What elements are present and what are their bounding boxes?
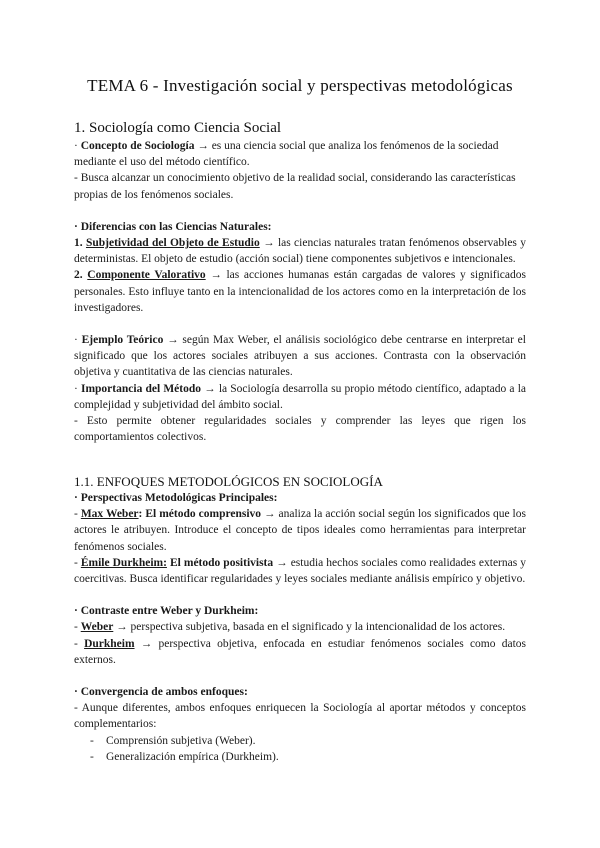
difference-1-text: → las ciencias naturales tratan fenómenos observables y deterministas. El objeto de estudio (acción social) tiene componentes subjetivos e intencionales. xyxy=(74,237,526,266)
method-line-2: - Esto permite obtener regularidades sociales y comprender las leyes que rigen los comportamientos colectivos. xyxy=(74,415,526,444)
section-1-heading: 1. Sociología como Ciencia Social xyxy=(74,120,282,136)
section-1-1-body xyxy=(74,490,526,765)
weber-name: Max Weber xyxy=(80,508,139,521)
durkheim-name: Émile Durkheim: xyxy=(80,556,167,569)
section-1-body xyxy=(74,138,526,445)
method-text: → la Sociología desarrolla su propio método científico, adaptado a la complejidad y subjetividad del ámbito social. xyxy=(74,382,526,411)
difference-1-label: Subjetividad del Objeto de Estudio xyxy=(85,237,260,250)
difference-2-label: Componente Valorativo xyxy=(87,269,206,282)
method-paragraph: · Importancia del Método → la Sociología desarrolla su propio método científico, adaptado a la complejidad y subjetividad del ámbito social. xyxy=(74,382,526,411)
perspectives-heading: · Perspectivas Metodológicas Principales: xyxy=(74,492,278,504)
page-title: TEMA 6 - Investigación social y perspectivas metodológicas xyxy=(87,76,513,95)
contrast-weber-name: Weber xyxy=(80,621,114,634)
difference-2: 2. Componente Valorativo → las acciones humanas están cargadas de valores y significados personales. Esto influye tanto en la intencionalidad de los actores como en la interpretación de los investigadores. xyxy=(74,269,526,314)
contrast-weber: - Weber → perspectiva subjetiva, basada en el significado y la intencionalidad de los actores. xyxy=(74,621,506,634)
difference-1: 1. Subjetividad del Objeto de Estudio → las ciencias naturales tratan fenómenos observables y deterministas. El objeto de estudio (acción social) tiene componentes subjetivos e intencionales. xyxy=(74,237,526,266)
list-item: - Generalización empírica (Durkheim). xyxy=(74,749,526,765)
convergence-text: - Aunque diferentes, ambos enfoques enriquecen la Sociología al aportar métodos y conceptos complementarios: xyxy=(74,702,526,731)
concept-text: → es una ciencia social que analiza los fenómenos de la sociedad mediante el uso del método científico. xyxy=(74,140,499,169)
example-label: Ejemplo Teórico xyxy=(81,334,164,347)
concept-paragraph xyxy=(74,138,526,170)
section-1-1-heading: 1.1. ENFOQUES METODOLÓGICOS EN SOCIOLOGÍA xyxy=(74,474,383,489)
example-paragraph: · Ejemplo Teórico → según Max Weber, el análisis sociológico debe centrarse en interpretar el significado que los actores sociales atribuyen a sus acciones. Contrasta con la observación objetiva y cuantitativa de las ciencias naturales. xyxy=(74,334,526,379)
concept-label: Concepto de Sociología xyxy=(80,140,195,152)
durkheim-text: → estudia hechos sociales como realidades externas y coercitivas. Busca identificar regularidades y leyes sociales mediante análisis empírico y objetivo. xyxy=(74,556,526,586)
convergence-heading: · Convergencia de ambos enfoques: xyxy=(74,686,248,699)
durkheim-paragraph: - Émile Durkheim: El método positivista → estudia hechos sociales como realidades externas y coercitivas. Busca identificar regularidades y leyes sociales mediante análisis empírico y objetivo. xyxy=(74,556,526,586)
contrast-durkheim-name: Durkheim xyxy=(84,637,135,650)
method-label: Importancia del Método xyxy=(80,382,202,395)
example-text: → según Max Weber, el análisis sociológico debe centrarse en interpretar el significado que los actores sociales atribuyen a sus acciones. Contrasta con la observación objetiva y cuantitativa de las ciencias naturales. xyxy=(74,334,526,379)
bullet-dot: · xyxy=(74,140,81,152)
weber-method: El método comprensivo xyxy=(145,508,262,521)
contrast-heading: · Contraste entre Weber y Durkheim: xyxy=(74,605,259,618)
convergence-list xyxy=(74,733,526,765)
differences-heading: · Diferencias con las Ciencias Naturales: xyxy=(74,220,272,233)
difference-2-text: → las acciones humanas están cargadas de valores y significados personales. Esto influye tanto en la intencionalidad de los actores como en la interpretación de los investigadores. xyxy=(74,269,526,314)
durkheim-method: El método positivista xyxy=(169,556,274,569)
concept-line-2: - Busca alcanzar un conocimiento objetivo de la realidad social, considerando las características propias de los fenómenos sociales. xyxy=(74,172,516,201)
weber-paragraph: - Max Weber: El método comprensivo → analiza la acción social según los significados que los actores le atribuyen. Introduce el concepto de tipos ideales como herramientas para interpretar fenómenos sociales. xyxy=(74,508,526,553)
list-item: - Comprensión subjetiva (Weber). xyxy=(74,733,526,749)
contrast-durkheim: - Durkheim → perspectiva objetiva, enfocada en estudiar fenómenos sociales como datos externos. xyxy=(74,637,526,666)
weber-text: → analiza la acción social según los significados que los actores le atribuyen. Introduce el concepto de tipos ideales como herramientas para interpretar fenómenos sociales. xyxy=(74,508,526,553)
